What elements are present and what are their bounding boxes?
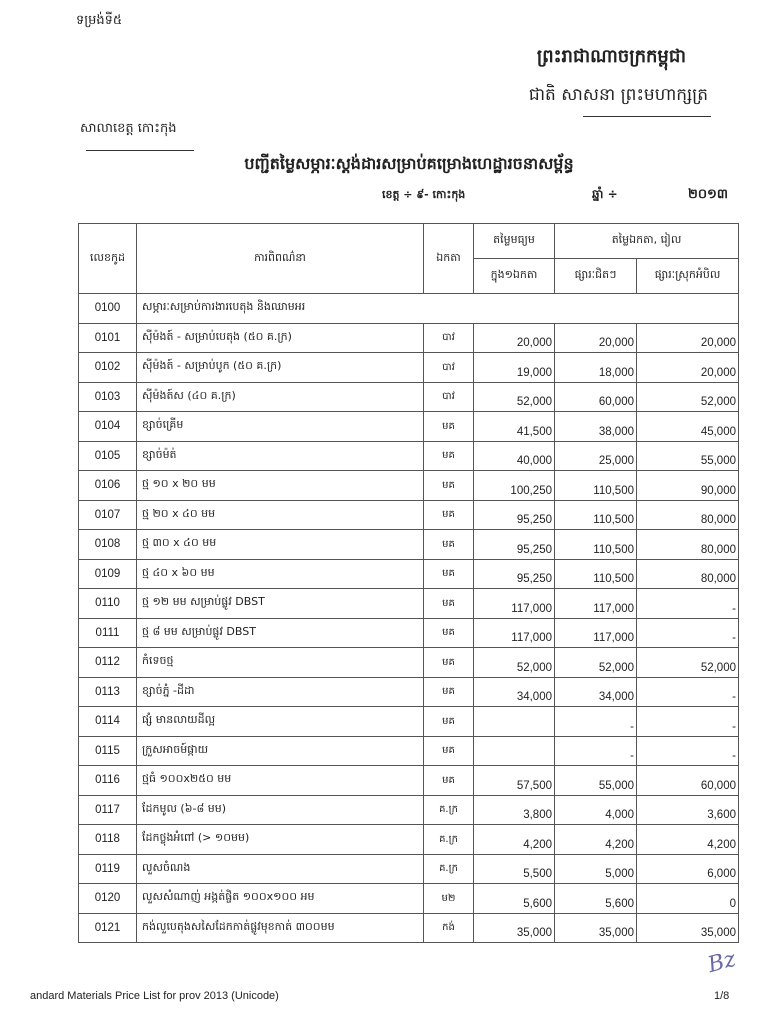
row-code: 0104 xyxy=(79,412,137,442)
row-avg-price: 3,800 xyxy=(474,795,555,825)
row-avg-price xyxy=(474,707,555,737)
row-price-district-market: 0 xyxy=(637,884,739,914)
row-unit: បាវ xyxy=(424,323,474,353)
row-price-near-market: - xyxy=(555,736,637,766)
row-price-district-market: 20,000 xyxy=(637,323,739,353)
row-price-near-market: 18,000 xyxy=(555,353,637,383)
row-code: 0115 xyxy=(79,736,137,766)
row-unit: មគ xyxy=(424,530,474,560)
row-avg-price: 95,250 xyxy=(474,530,555,560)
row-unit: មគ xyxy=(424,766,474,796)
row-description: ផ្សំ មានលាយដីល្អ xyxy=(137,707,424,737)
row-price-near-market: 117,000 xyxy=(555,618,637,648)
row-avg-price: 5,500 xyxy=(474,854,555,884)
row-description: ថ្ម ៣០ x ៤០ មម xyxy=(137,530,424,560)
row-price-near-market: 4,000 xyxy=(555,795,637,825)
row-avg-price: 4,200 xyxy=(474,825,555,855)
row-code: 0114 xyxy=(79,707,137,737)
table-row xyxy=(79,412,739,442)
table-row xyxy=(79,736,739,766)
table-row xyxy=(79,530,739,560)
row-avg-price: 100,250 xyxy=(474,471,555,501)
row-code: 0119 xyxy=(79,854,137,884)
category-code: 0100 xyxy=(79,294,137,324)
row-price-near-market: 117,000 xyxy=(555,589,637,619)
table-row xyxy=(79,707,739,737)
row-price-near-market: 110,500 xyxy=(555,559,637,589)
row-price-district-market: 90,000 xyxy=(637,471,739,501)
row-description: ស៊ីម៉ងត៍ - សម្រាប់បូក (៥០ គ.ក្រ) xyxy=(137,353,424,383)
row-avg-price: 35,000 xyxy=(474,913,555,943)
table-row xyxy=(79,913,739,943)
row-unit: មគ xyxy=(424,618,474,648)
row-code: 0111 xyxy=(79,618,137,648)
row-price-near-market: 52,000 xyxy=(555,648,637,678)
row-unit: មគ xyxy=(424,471,474,501)
row-price-near-market: 110,500 xyxy=(555,530,637,560)
row-price-near-market: 20,000 xyxy=(555,323,637,353)
footer-document-name: andard Materials Price List for prov 2013 (Unicode) xyxy=(30,990,279,1002)
kingdom-heading: ព្រះរាជាណាចក្រកម្ពុជា xyxy=(536,46,686,67)
row-price-district-market: 80,000 xyxy=(637,530,739,560)
row-price-district-market: 80,000 xyxy=(637,559,739,589)
row-code: 0105 xyxy=(79,441,137,471)
row-unit: មគ xyxy=(424,441,474,471)
row-description: លួសសំណាញ់ អង្កត់ផ្ចិត ១០០x១០០ អម xyxy=(137,884,424,914)
row-avg-price: 95,250 xyxy=(474,500,555,530)
row-price-near-market: 110,500 xyxy=(555,500,637,530)
row-avg-price: 40,000 xyxy=(474,441,555,471)
row-unit: បាវ xyxy=(424,353,474,383)
row-price-district-market: 20,000 xyxy=(637,353,739,383)
table-row xyxy=(79,471,739,501)
row-price-near-market: - xyxy=(555,707,637,737)
row-price-near-market: 5,000 xyxy=(555,854,637,884)
motto-underline xyxy=(583,116,711,117)
header-description: ការពិពណ៌នា xyxy=(137,224,424,294)
table-row xyxy=(79,500,739,530)
row-unit: មគ xyxy=(424,736,474,766)
header-avg-price-bottom: ក្នុង១ឯកតា xyxy=(474,259,555,294)
row-code: 0113 xyxy=(79,677,137,707)
header-unit-price: តម្លៃឯកតា, រៀល xyxy=(555,224,739,259)
row-description: ថ្ម ២០ x ៤០ មម xyxy=(137,500,424,530)
row-price-district-market: 4,200 xyxy=(637,825,739,855)
category-description: សម្ភារៈសម្រាប់ការងារបេតុង និងឈាមអរ xyxy=(137,294,739,324)
row-code: 0118 xyxy=(79,825,137,855)
row-price-near-market: 35,000 xyxy=(555,913,637,943)
row-price-district-market: - xyxy=(637,707,739,737)
row-price-district-market: 55,000 xyxy=(637,441,739,471)
row-code: 0101 xyxy=(79,323,137,353)
row-unit: មគ xyxy=(424,707,474,737)
header-avg-price-top: តម្លៃមធ្យម xyxy=(474,224,555,259)
row-price-district-market: 3,600 xyxy=(637,795,739,825)
table-row xyxy=(79,825,739,855)
table-body xyxy=(79,294,739,943)
row-price-near-market: 4,200 xyxy=(555,825,637,855)
row-price-district-market: 52,000 xyxy=(637,382,739,412)
table-header-row xyxy=(79,224,739,259)
row-price-district-market: 45,000 xyxy=(637,412,739,442)
row-code: 0108 xyxy=(79,530,137,560)
row-avg-price: 20,000 xyxy=(474,323,555,353)
row-unit: គ.ក្រ xyxy=(424,854,474,884)
row-avg-price: 41,500 xyxy=(474,412,555,442)
handwritten-initials: Bz xyxy=(705,946,739,979)
row-description: ខ្សាច់ម៉ត់ xyxy=(137,441,424,471)
province-label: ខេត្ត ÷ ៩- កោះកុង xyxy=(382,188,466,201)
row-price-near-market: 34,000 xyxy=(555,677,637,707)
row-price-district-market: 52,000 xyxy=(637,648,739,678)
row-unit: មគ xyxy=(424,677,474,707)
row-code: 0110 xyxy=(79,589,137,619)
row-avg-price: 5,600 xyxy=(474,884,555,914)
row-code: 0120 xyxy=(79,884,137,914)
row-unit: ម២ xyxy=(424,884,474,914)
footer-page-number: 1/8 xyxy=(714,990,730,1002)
row-code: 0102 xyxy=(79,353,137,383)
row-price-near-market: 55,000 xyxy=(555,766,637,796)
row-avg-price: 57,500 xyxy=(474,766,555,796)
row-unit: គ.ក្រ xyxy=(424,825,474,855)
row-description: ថ្ម ១០ x ២០ មម xyxy=(137,471,424,501)
row-price-district-market: 6,000 xyxy=(637,854,739,884)
price-table xyxy=(78,223,739,943)
row-code: 0109 xyxy=(79,559,137,589)
row-price-near-market: 5,600 xyxy=(555,884,637,914)
year-value: ២០១៣ xyxy=(688,187,728,202)
row-description: ថ្ម ៤០ x ៦០ មម xyxy=(137,559,424,589)
row-avg-price: 34,000 xyxy=(474,677,555,707)
row-avg-price: 52,000 xyxy=(474,648,555,678)
year-label: ឆ្នាំ ÷ xyxy=(592,187,618,201)
row-unit: បាវ xyxy=(424,382,474,412)
row-avg-price: 52,000 xyxy=(474,382,555,412)
table-row xyxy=(79,677,739,707)
row-description: កំទេចថ្ម xyxy=(137,648,424,678)
row-avg-price xyxy=(474,736,555,766)
row-avg-price: 95,250 xyxy=(474,559,555,589)
row-price-near-market: 38,000 xyxy=(555,412,637,442)
row-code: 0103 xyxy=(79,382,137,412)
row-unit: មគ xyxy=(424,559,474,589)
header-code: លេខកូដ xyxy=(79,224,137,294)
row-unit: មគ xyxy=(424,412,474,442)
row-avg-price: 19,000 xyxy=(474,353,555,383)
row-description: ថ្ម ១២ មម សម្រាប់ផ្លូវ DBST xyxy=(137,589,424,619)
national-motto: ជាតិ សាសនា ព្រះមហាក្សត្រ xyxy=(528,85,708,105)
row-description: ខ្សាច់ភ្នំ -ដីដា xyxy=(137,677,424,707)
row-price-district-market: - xyxy=(637,677,739,707)
header-unit: ឯកតា xyxy=(424,224,474,294)
row-price-district-market: 35,000 xyxy=(637,913,739,943)
table-row xyxy=(79,441,739,471)
row-price-district-market: - xyxy=(637,736,739,766)
row-unit: គ.ក្រ xyxy=(424,795,474,825)
row-code: 0121 xyxy=(79,913,137,943)
row-description: ដែកថ្លុងអំពៅ (> ១០មម) xyxy=(137,825,424,855)
table-row xyxy=(79,648,739,678)
row-price-district-market: - xyxy=(637,618,739,648)
row-price-near-market: 110,500 xyxy=(555,471,637,501)
row-avg-price: 117,000 xyxy=(474,589,555,619)
row-code: 0106 xyxy=(79,471,137,501)
row-code: 0107 xyxy=(79,500,137,530)
row-price-district-market: - xyxy=(637,589,739,619)
row-avg-price: 117,000 xyxy=(474,618,555,648)
row-price-near-market: 60,000 xyxy=(555,382,637,412)
row-description: លួសចំណង xyxy=(137,854,424,884)
row-code: 0116 xyxy=(79,766,137,796)
row-unit: កង់ xyxy=(424,913,474,943)
department-underline xyxy=(86,150,194,151)
table-row xyxy=(79,589,739,619)
row-code: 0112 xyxy=(79,648,137,678)
row-description: ស៊ីម៉ងត៍ - សម្រាប់បេតុង (៥០ គ.ក្រ) xyxy=(137,323,424,353)
row-description: ថ្ម ៨ មម សម្រាប់ផ្លូវ DBST xyxy=(137,618,424,648)
table-row xyxy=(79,382,739,412)
row-price-near-market: 25,000 xyxy=(555,441,637,471)
table-row xyxy=(79,884,739,914)
row-unit: មគ xyxy=(424,500,474,530)
department-name: សាលាខេត្ត កោះកុង xyxy=(80,121,177,136)
row-description: ថ្មធំ ១០០x២៥០ មម xyxy=(137,766,424,796)
table-row xyxy=(79,795,739,825)
row-code: 0117 xyxy=(79,795,137,825)
table-row xyxy=(79,854,739,884)
category-row xyxy=(79,294,739,324)
row-description: កង់លួបេតុងសសៃដែកកាត់ផ្លូវមុខកាត់ ៣០០មម xyxy=(137,913,424,943)
row-price-district-market: 80,000 xyxy=(637,500,739,530)
table-row xyxy=(79,353,739,383)
row-description: ក្រួសអាចម៍ផ្កាយ xyxy=(137,736,424,766)
header-market-near: ផ្សារៈជិតៗ xyxy=(555,259,637,294)
table-row xyxy=(79,766,739,796)
table-row xyxy=(79,323,739,353)
row-description: ដែកមូល (៦-៨ មម) xyxy=(137,795,424,825)
table-row xyxy=(79,618,739,648)
form-code: ទម្រង់ទី៥ xyxy=(76,13,123,28)
header-market-district: ផ្សារៈស្រុកអំបិល xyxy=(637,259,739,294)
document-title: បញ្ជីតម្លៃសម្ភារៈស្តង់ដារសម្រាប់គម្រោងហេដ្ឋារចនាសម្ព័ន្ធ xyxy=(244,154,574,173)
row-unit: មគ xyxy=(424,648,474,678)
row-unit: មគ xyxy=(424,589,474,619)
table-row xyxy=(79,559,739,589)
row-description: ខ្សាច់គ្រើម xyxy=(137,412,424,442)
row-price-district-market: 60,000 xyxy=(637,766,739,796)
row-description: ស៊ីម៉ងត៍ស (៤០ គ.ក្រ) xyxy=(137,382,424,412)
